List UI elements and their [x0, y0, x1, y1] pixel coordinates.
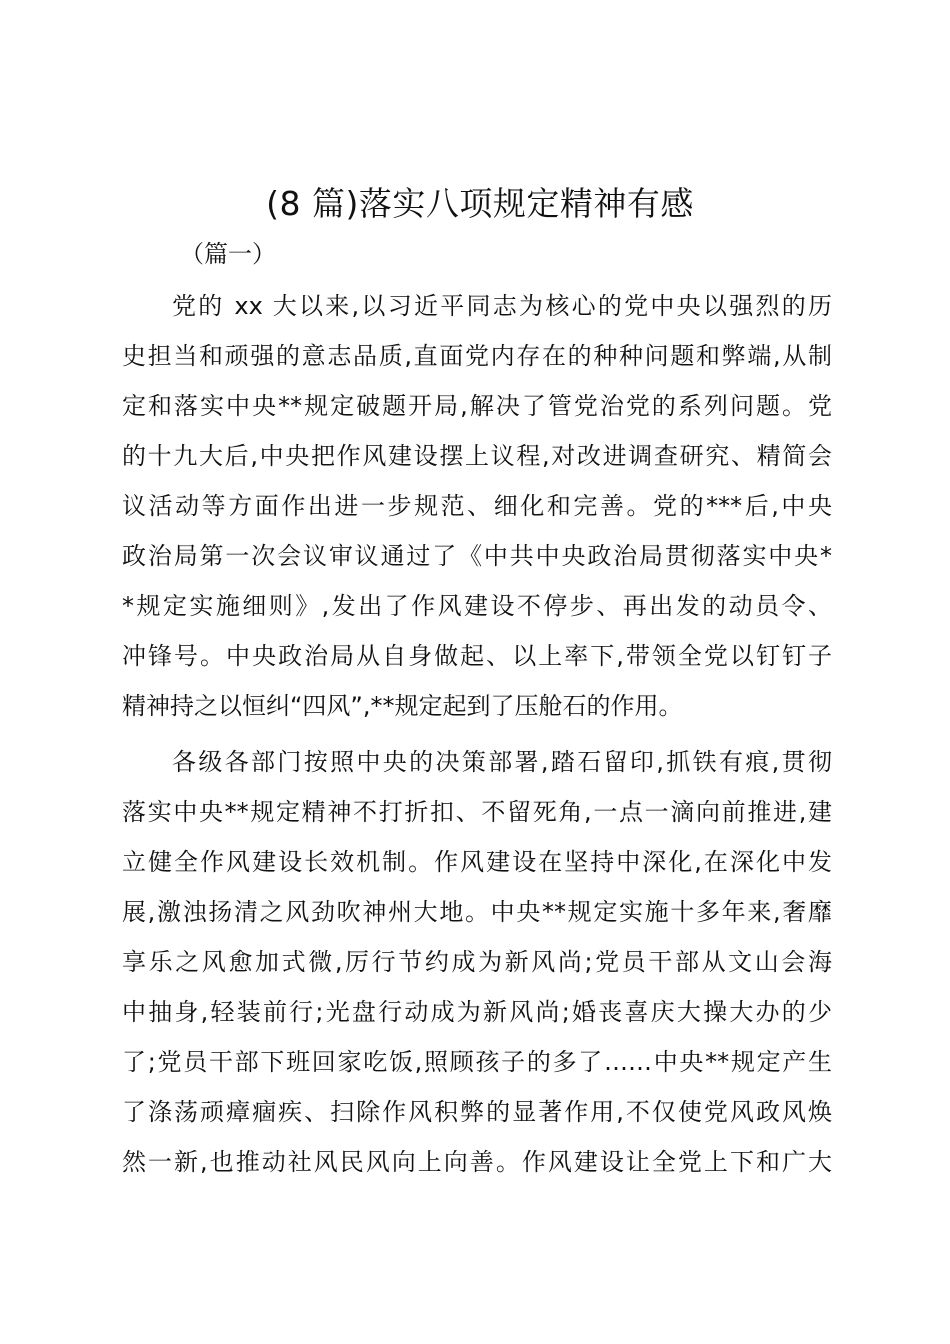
paragraph-line: 了;党员干部下班回家吃饭,照顾孩子的多了……中央**规定产生 — [122, 1048, 832, 1076]
paragraph-line: 冲锋号。中央政治局从自身做起、以上率下,带领全党以钉钉子 — [122, 642, 832, 670]
paragraph-line: 精神持之以恒纠“四风”,**规定起到了压舱石的作用。 — [122, 692, 683, 720]
paragraph-line: 立健全作风建设长效机制。作风建设在坚持中深化,在深化中发 — [122, 848, 832, 876]
paragraph-line: 然一新,也推动社风民风向上向善。作风建设让全党上下和广大 — [122, 1148, 832, 1176]
paragraph-line: 政治局第一次会议审议通过了《中共中央政治局贯彻落实中央* — [122, 542, 832, 570]
paragraph-line: 展,激浊扬清之风劲吹神州大地。中央**规定实施十多年来,奢靡 — [122, 898, 832, 926]
paragraph-2 — [122, 737, 832, 1187]
section-label: （篇一） — [180, 240, 276, 268]
paragraph-line: 享乐之风愈加式微,厉行节约成为新风尚;党员干部从文山会海 — [122, 948, 832, 976]
paragraph-line: 史担当和顽强的意志品质,直面党内存在的种种问题和弊端,从制 — [122, 342, 832, 370]
paragraph-line: *规定实施细则》,发出了作风建设不停步、再出发的动员令、 — [122, 592, 832, 620]
document-title: (8 篇)落实八项规定精神有感 — [266, 184, 694, 223]
paragraph-line: 中抽身,轻装前行;光盘行动成为新风尚;婚丧喜庆大操大办的少 — [122, 998, 832, 1026]
paragraph-line: 定和落实中央**规定破题开局,解决了管党治党的系列问题。党 — [122, 392, 832, 420]
paragraph-line: 了涤荡顽瘴痼疾、扫除作风积弊的显著作用,不仅使党风政风焕 — [122, 1098, 832, 1126]
paragraph-line: 的十九大后,中央把作风建设摆上议程,对改进调查研究、精简会 — [122, 442, 832, 470]
paragraph-line: 落实中央**规定精神不打折扣、不留死角,一点一滴向前推进,建 — [122, 798, 832, 826]
paragraph-line: 各级各部门按照中央的决策部署,踏石留印,抓铁有痕,贯彻 — [172, 748, 832, 776]
paragraph-1 — [122, 281, 832, 731]
paragraph-line: 党的 xx 大以来,以习近平同志为核心的党中央以强烈的历 — [172, 292, 832, 320]
document-body — [122, 281, 832, 1187]
paragraph-line: 议活动等方面作出进一步规范、细化和完善。党的***后,中央 — [122, 492, 832, 520]
